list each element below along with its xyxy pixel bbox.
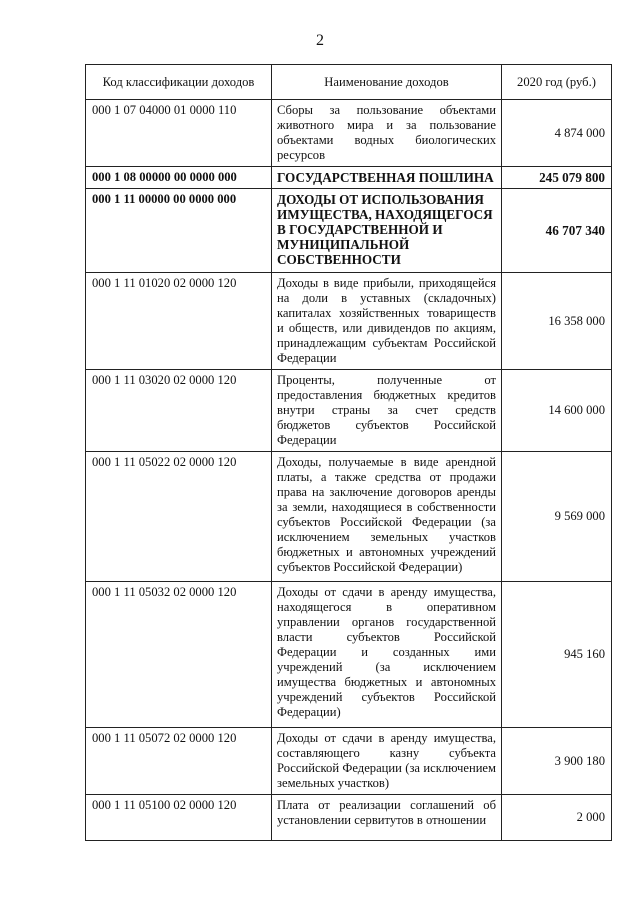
income-table — [85, 64, 612, 841]
income-name-cell: Сборы за пользование объектами животного мира и за пользование объектами водных биологических ресурсов — [272, 100, 502, 167]
income-name-cell: Плата от реализации соглашений об установлении сервитутов в отношении — [272, 795, 502, 841]
income-name-cell: ДОХОДЫ ОТ ИСПОЛЬЗОВАНИЯ ИМУЩЕСТВА, НАХОДЯЩЕГОСЯ В ГОСУДАРСТВЕННОЙ И МУНИЦИПАЛЬНОЙ СОБСТВЕННОСТИ — [272, 189, 502, 273]
page-number: 2 — [316, 32, 324, 49]
table-row — [86, 370, 612, 452]
income-amount-cell: 245 079 800 — [502, 167, 612, 189]
table-row — [86, 582, 612, 728]
income-code-cell: 000 1 07 04000 01 0000 110 — [86, 100, 272, 167]
table-row — [86, 452, 612, 582]
income-amount-cell: 46 707 340 — [502, 189, 612, 273]
income-amount-cell: 4 874 000 — [502, 100, 612, 167]
income-amount-cell: 3 900 180 — [502, 728, 612, 795]
header-amount: 2020 год (руб.) — [502, 65, 612, 100]
table-body — [86, 100, 612, 841]
income-code-cell: 000 1 11 03020 02 0000 120 — [86, 370, 272, 452]
table-row — [86, 167, 612, 189]
header-name: Наименование доходов — [272, 65, 502, 100]
table-row — [86, 273, 612, 370]
table-header — [86, 65, 612, 100]
income-code-cell: 000 1 11 05072 02 0000 120 — [86, 728, 272, 795]
income-code-cell: 000 1 11 05022 02 0000 120 — [86, 452, 272, 582]
income-code-cell: 000 1 08 00000 00 0000 000 — [86, 167, 272, 189]
header-code: Код классификации доходов — [86, 65, 272, 100]
table-row — [86, 100, 612, 167]
income-name-cell: Доходы, получаемые в виде арендной платы, а также средства от продажи права на заключение договоров аренды за земли, находящиеся в собственности субъектов Российской Федерации (за исключением земельных участков бюджетных и автономных учреждений субъектов Российской Федерации) — [272, 452, 502, 582]
income-name-cell: Доходы от сдачи в аренду имущества, составляющего казну субъекта Российской Федерации (за исключением земельных участков) — [272, 728, 502, 795]
income-amount-cell: 9 569 000 — [502, 452, 612, 582]
income-name-cell: ГОСУДАРСТВЕННАЯ ПОШЛИНА — [272, 167, 502, 189]
income-code-cell: 000 1 11 00000 00 0000 000 — [86, 189, 272, 273]
income-amount-cell: 2 000 — [502, 795, 612, 841]
income-name-cell: Доходы в виде прибыли, приходящейся на доли в уставных (складочных) капиталах хозяйственных товариществ и обществ, или дивидендов по акциям, принадлежащим субъектам Российской Федерации — [272, 273, 502, 370]
income-code-cell: 000 1 11 05032 02 0000 120 — [86, 582, 272, 728]
table-row — [86, 189, 612, 273]
income-code-cell: 000 1 11 05100 02 0000 120 — [86, 795, 272, 841]
income-name-cell: Доходы от сдачи в аренду имущества, находящегося в оперативном управлении органов государственной власти субъектов Российской Федерации и созданных ими учреждений (за исключением имущества бюджетных и автономных учреждений субъектов Российской Федерации) — [272, 582, 502, 728]
income-amount-cell: 16 358 000 — [502, 273, 612, 370]
income-amount-cell: 945 160 — [502, 582, 612, 728]
income-amount-cell: 14 600 000 — [502, 370, 612, 452]
table-row — [86, 795, 612, 841]
income-code-cell: 000 1 11 01020 02 0000 120 — [86, 273, 272, 370]
income-name-cell: Проценты, полученные от предоставления бюджетных кредитов внутри страны за счет средств бюджетов субъектов Российской Федерации — [272, 370, 502, 452]
header-row — [86, 65, 612, 100]
table-row — [86, 728, 612, 795]
